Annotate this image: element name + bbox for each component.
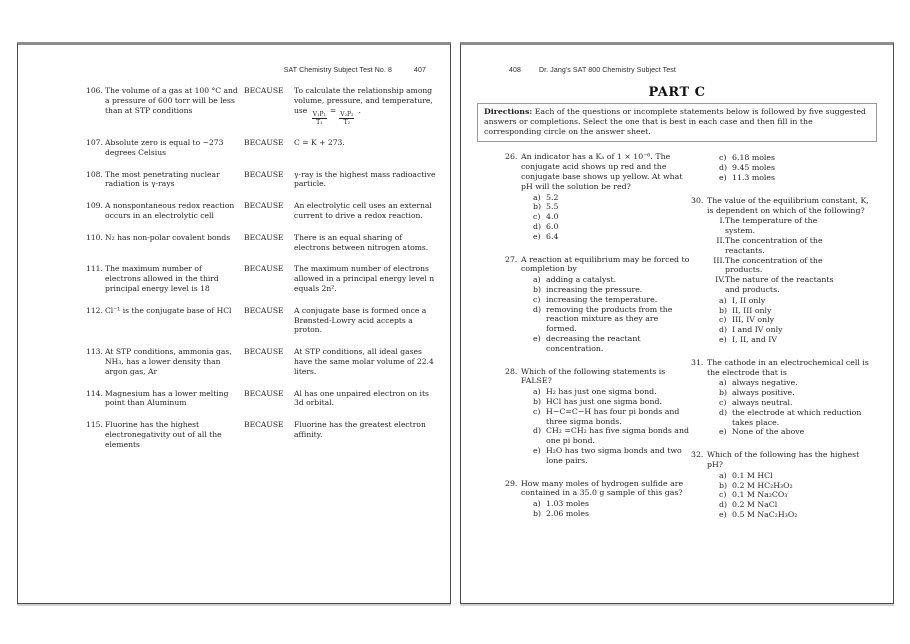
- page-left: [17, 42, 451, 604]
- answer-option: [533, 305, 691, 334]
- answer-option: [533, 212, 691, 222]
- because-question-row: [86, 170, 438, 190]
- option-label: a): [719, 295, 727, 305]
- option-label: a): [533, 499, 541, 509]
- answer-option: [719, 315, 877, 325]
- roman-text: The nature of the reactants and products.: [725, 275, 834, 294]
- option-text: always negative.: [732, 378, 798, 388]
- question-reason: [294, 306, 438, 335]
- right-page-body: [477, 85, 877, 533]
- answer-options: [691, 471, 877, 520]
- roman-label: II.: [716, 235, 725, 245]
- question-reason: [294, 201, 438, 221]
- answer-option: [719, 510, 877, 520]
- answer-option: [719, 325, 877, 335]
- answer-option: [719, 173, 877, 183]
- answer-option: [533, 285, 691, 295]
- roman-numeral-item: [705, 256, 877, 276]
- option-text: 1.03 moles: [546, 499, 590, 509]
- option-label: b): [533, 202, 542, 212]
- question-reason: [294, 347, 438, 376]
- question-number: 112.: [86, 305, 103, 315]
- right-header-title: Dr. Jang's SAT 800 Chemistry Subject Test: [538, 67, 676, 74]
- roman-text: The concentration of the reactants.: [725, 235, 823, 255]
- option-label: a): [719, 470, 727, 480]
- roman-numeral-item: [705, 275, 877, 295]
- option-text: 4.0: [546, 212, 559, 222]
- option-text: 11.3 moles: [732, 173, 776, 182]
- question-reason: [294, 389, 438, 409]
- answer-option: [533, 202, 691, 212]
- question-statement: The most penetrating nuclear radiation is γ-rays: [105, 169, 220, 189]
- option-label: a): [533, 275, 541, 285]
- option-text: I, II only: [732, 295, 766, 305]
- question: [505, 152, 691, 241]
- option-label: b): [533, 396, 542, 406]
- because-label: BECAUSE: [244, 169, 284, 179]
- option-label: e): [719, 427, 727, 437]
- question-statement: A nonspontaneous redox reaction occurs in an electrolytic cell: [105, 201, 235, 220]
- directions-text: Each of the questions or incomplete statements below is followed by five suggested answers or completions. Select the one that is best in each case and then fill in the corresponding circle on the answer sheet.: [484, 106, 866, 137]
- roman-numeral-item: [705, 216, 877, 236]
- question-reason: [294, 138, 438, 158]
- option-text: removing the products from the reaction mixture as they are formed.: [546, 304, 673, 334]
- question-reason: [294, 233, 438, 253]
- answer-option: [533, 222, 691, 232]
- answer-options: [505, 275, 691, 353]
- answer-option: [533, 275, 691, 285]
- because-question-row: [86, 389, 438, 409]
- option-label: c): [533, 406, 541, 416]
- directions-label: Directions:: [484, 106, 533, 116]
- option-text: I and IV only: [732, 325, 783, 335]
- option-label: c): [719, 490, 727, 500]
- option-label: e): [533, 333, 541, 343]
- option-label: c): [719, 315, 727, 325]
- option-text: 0.1 M HCl: [732, 470, 773, 480]
- option-text: H−C=C−H has four pi bonds and three sigma bonds.: [546, 406, 680, 426]
- fraction-denominator: T₁: [316, 119, 323, 126]
- fraction-denominator: T₂: [343, 119, 351, 126]
- reason-text: To calculate the relationship among volume, pressure, and temperature, use: [294, 86, 433, 115]
- option-label: d): [719, 163, 728, 173]
- answer-option: [719, 408, 877, 428]
- answer-option: [719, 490, 877, 500]
- question-reason: [294, 420, 438, 449]
- option-text: CH₂ =CH₂ has five sigma bonds and one pi bond.: [546, 426, 689, 446]
- option-text: decreasing the reactant concentration.: [546, 333, 641, 353]
- answer-option: [533, 193, 691, 203]
- option-text: 5.5: [546, 202, 559, 212]
- option-text: HCl has just one sigma bond.: [546, 396, 662, 406]
- because-question-row: [86, 306, 438, 335]
- option-text: 6.18 moles: [732, 153, 776, 163]
- option-text: 2.06 moles: [546, 508, 590, 518]
- question-text: How many moles of hydrogen sulfide are contained in a 35.0 g sample of this gas?: [521, 478, 684, 498]
- right-running-header: [509, 67, 676, 74]
- option-label: b): [533, 508, 542, 518]
- question-text: An indicator has a Kₐ of 1 × 10⁻⁶. The conjugate acid shows up red and the conjugate base shows up yellow. At what pH will the solution be red?: [521, 152, 683, 191]
- question-statement: Cl⁻¹ is the conjugate base of HCl: [105, 305, 232, 315]
- question-head: [691, 196, 877, 216]
- option-text: III, IV only: [732, 315, 774, 325]
- question-number: 107.: [86, 138, 103, 147]
- option-text: II, III only: [732, 305, 772, 315]
- question-head: [691, 450, 877, 470]
- because-label: BECAUSE: [244, 347, 284, 357]
- question: [505, 479, 691, 519]
- option-text: 9.45 moles: [732, 163, 776, 173]
- question-head: [505, 255, 691, 275]
- option-label: c): [719, 397, 727, 407]
- option-text: 6.0: [546, 221, 559, 231]
- answer-option: [719, 335, 877, 345]
- answer-option: [533, 397, 691, 407]
- reason-text: γ-ray is the highest mass radioactive particle.: [294, 169, 436, 189]
- answer-option: [533, 426, 691, 446]
- option-text: I, II, and IV: [732, 334, 778, 344]
- answer-option: [533, 407, 691, 427]
- question-number: 32.: [691, 450, 704, 460]
- option-text: adding a catalyst.: [546, 275, 617, 285]
- option-label: d): [719, 500, 728, 510]
- question: [691, 153, 877, 182]
- roman-label: IV.: [715, 275, 725, 285]
- because-question-row: [86, 201, 438, 221]
- option-label: b): [719, 388, 728, 398]
- because-label: BECAUSE: [244, 264, 284, 274]
- option-label: a): [719, 378, 727, 388]
- option-text: 0.2 M NaCl: [732, 500, 778, 510]
- option-label: c): [533, 212, 541, 222]
- question: [691, 450, 877, 520]
- because-label: BECAUSE: [244, 86, 284, 95]
- roman-text: The temperature of the system.: [725, 216, 818, 236]
- question-text: Which of the following statements is FALSE?: [521, 366, 666, 386]
- question-number: 111.: [86, 264, 103, 274]
- equals-sign: =: [329, 105, 337, 115]
- answer-options: [691, 378, 877, 437]
- option-label: b): [533, 284, 542, 294]
- option-text: 0.5 M NaC₂H₃O₂: [732, 509, 798, 519]
- roman-numeral-item: [705, 236, 877, 256]
- question-number: 109.: [86, 201, 103, 211]
- because-label: BECAUSE: [244, 388, 284, 398]
- option-text: always neutral.: [732, 397, 793, 407]
- answer-option: [719, 296, 877, 306]
- reason-text: A conjugate base is formed once a Brønsted-Lowry acid accepts a proton.: [294, 305, 427, 335]
- formula-suffix: .: [358, 105, 361, 115]
- because-label: BECAUSE: [244, 305, 284, 315]
- question-number: 106.: [86, 86, 103, 95]
- option-label: e): [533, 231, 541, 241]
- option-label: b): [719, 480, 728, 490]
- option-label: d): [533, 426, 542, 436]
- option-text: increasing the temperature.: [546, 294, 658, 304]
- question-head: [505, 479, 691, 499]
- roman-label: III.: [713, 255, 725, 265]
- question-text: The value of the equilibrium constant, K, is dependent on which of the following?: [707, 195, 869, 215]
- left-header-title: SAT Chemistry Subject Test No. 8: [283, 67, 393, 74]
- reason-text: At STP conditions, all ideal gases have the same molar volume of 22.4 liters.: [294, 347, 434, 376]
- question: [691, 358, 877, 437]
- answer-options: [505, 193, 691, 242]
- question-statement: N₂ has non-polar covalent bonds: [105, 232, 231, 242]
- because-question-row: [86, 264, 438, 293]
- because-label: BECAUSE: [244, 232, 284, 242]
- because-question-row: [86, 233, 438, 253]
- option-label: d): [533, 304, 542, 314]
- option-label: d): [533, 221, 542, 231]
- because-question-row: [86, 86, 438, 126]
- reason-text: Fluorine has the greatest electron affinity.: [294, 420, 426, 439]
- question-statement: Fluorine has the highest electronegativity out of all the elements: [105, 420, 222, 449]
- question-statement: The volume of a gas at 100 °C and a pressure of 600 torr will be less than at STP conditions: [105, 86, 238, 115]
- answer-options: [691, 153, 877, 182]
- option-text: H₂O has two sigma bonds and two lone pairs.: [546, 445, 682, 465]
- question-statement: Absolute zero is equal to −273 degrees Celsius: [105, 138, 224, 157]
- questions-column-2: [691, 152, 877, 532]
- because-label: BECAUSE: [244, 201, 284, 211]
- question-number: 31.: [691, 357, 704, 367]
- because-label: BECAUSE: [244, 420, 284, 430]
- answer-option: [533, 509, 691, 519]
- question-number: 27.: [505, 254, 518, 264]
- option-text: always positive.: [732, 388, 795, 398]
- part-title: PART C: [648, 85, 706, 100]
- question-text: A reaction at equilibrium may be forced to completion by: [521, 254, 690, 274]
- question-statement: The maximum number of electrons allowed in the third principal energy level is 18: [105, 264, 219, 293]
- option-label: c): [533, 294, 541, 304]
- left-running-header: [284, 67, 426, 74]
- question: [505, 255, 691, 354]
- question-number: 28.: [505, 366, 518, 376]
- reason-text: The maximum number of electrons allowed in a principal energy level n equals 2n².: [294, 264, 435, 293]
- because-question-row: [86, 347, 438, 376]
- because-question-row: [86, 138, 438, 158]
- option-text: 6.4: [546, 231, 559, 241]
- option-text: None of the above: [732, 427, 805, 437]
- option-label: a): [533, 192, 541, 202]
- answer-options: [691, 296, 877, 345]
- questions-column-1: [505, 152, 691, 532]
- questions-columns: [477, 152, 877, 532]
- question-reason: [294, 170, 438, 190]
- question-text: The cathode in an electrochemical cell is the electrode that is: [707, 357, 869, 377]
- reason-text: C = K + 273.: [294, 138, 345, 147]
- answer-option: [719, 388, 877, 398]
- page-right: [460, 42, 894, 604]
- answer-option: [719, 481, 877, 491]
- reason-text: An electrolytic cell uses an external current to drive a redox reaction.: [294, 201, 432, 220]
- answer-option: [719, 378, 877, 388]
- because-label: BECAUSE: [244, 138, 284, 147]
- option-label: c): [719, 153, 727, 163]
- option-label: e): [719, 334, 727, 344]
- question-reason: [294, 264, 438, 293]
- answer-option: [719, 398, 877, 408]
- answer-options: [505, 387, 691, 465]
- option-text: the electrode at which reduction takes place.: [732, 407, 862, 427]
- right-page-number: 408: [509, 67, 521, 74]
- because-question-row: [86, 420, 438, 449]
- question-reason: [294, 86, 438, 126]
- roman-text: The concentration of the products.: [725, 255, 823, 275]
- answer-option: [533, 232, 691, 242]
- question-number: 108.: [86, 169, 103, 179]
- fraction-numerator: V₂P₂: [340, 111, 354, 118]
- question: [505, 367, 691, 466]
- option-label: a): [533, 387, 541, 397]
- fraction: [312, 111, 327, 126]
- option-text: 0.2 M HC₂H₃O₂: [732, 480, 793, 490]
- question-number: 110.: [86, 232, 103, 242]
- left-page-number: 407: [414, 67, 426, 74]
- reason-text: Al has one unpaired electron on its 3d orbital.: [294, 388, 429, 408]
- question-number: 30.: [691, 195, 704, 205]
- question: [691, 196, 877, 345]
- answer-option: [719, 153, 877, 163]
- question-head: [505, 367, 691, 387]
- question-statement: At STP conditions, ammonia gas, NH₃, has a lower density than argon gas, Ar: [105, 347, 232, 376]
- question-head: [505, 152, 691, 191]
- answer-option: [533, 334, 691, 354]
- answer-option: [533, 446, 691, 466]
- question-text: Which of the following has the highest pH?: [707, 450, 860, 469]
- question-number: 29.: [505, 478, 518, 488]
- option-label: b): [719, 305, 728, 315]
- question-number: 114.: [86, 388, 103, 398]
- answer-option: [719, 500, 877, 510]
- option-label: d): [719, 325, 728, 335]
- answer-option: [719, 471, 877, 481]
- roman-numeral-list: [705, 216, 877, 294]
- option-label: e): [533, 445, 541, 455]
- option-label: e): [719, 173, 727, 182]
- directions-box: [477, 103, 877, 143]
- answer-options: [505, 499, 691, 519]
- option-text: 5.2: [546, 192, 559, 202]
- option-label: d): [719, 407, 728, 417]
- question-number: 113.: [86, 347, 103, 357]
- question-statement: Magnesium has a lower melting point than Aluminum: [105, 388, 229, 408]
- answer-option: [719, 163, 877, 173]
- question-number: 115.: [86, 420, 103, 430]
- option-text: increasing the pressure.: [546, 284, 643, 294]
- question-head: [691, 358, 877, 378]
- answer-option: [719, 306, 877, 316]
- answer-option: [533, 499, 691, 509]
- answer-option: [533, 387, 691, 397]
- answer-option: [533, 295, 691, 305]
- answer-option: [719, 427, 877, 437]
- fraction: [339, 111, 354, 126]
- question-number: 26.: [505, 152, 518, 162]
- fraction-numerator: V₁P₁: [312, 111, 326, 118]
- option-label: e): [719, 509, 727, 519]
- option-text: H₂ has just one sigma bond.: [546, 387, 657, 397]
- left-questions: [86, 86, 438, 462]
- option-text: 0.1 M Na₂CO₃: [732, 490, 788, 500]
- reason-text: There is an equal sharing of electrons between nitrogen atoms.: [294, 232, 429, 252]
- roman-label: I.: [719, 216, 725, 226]
